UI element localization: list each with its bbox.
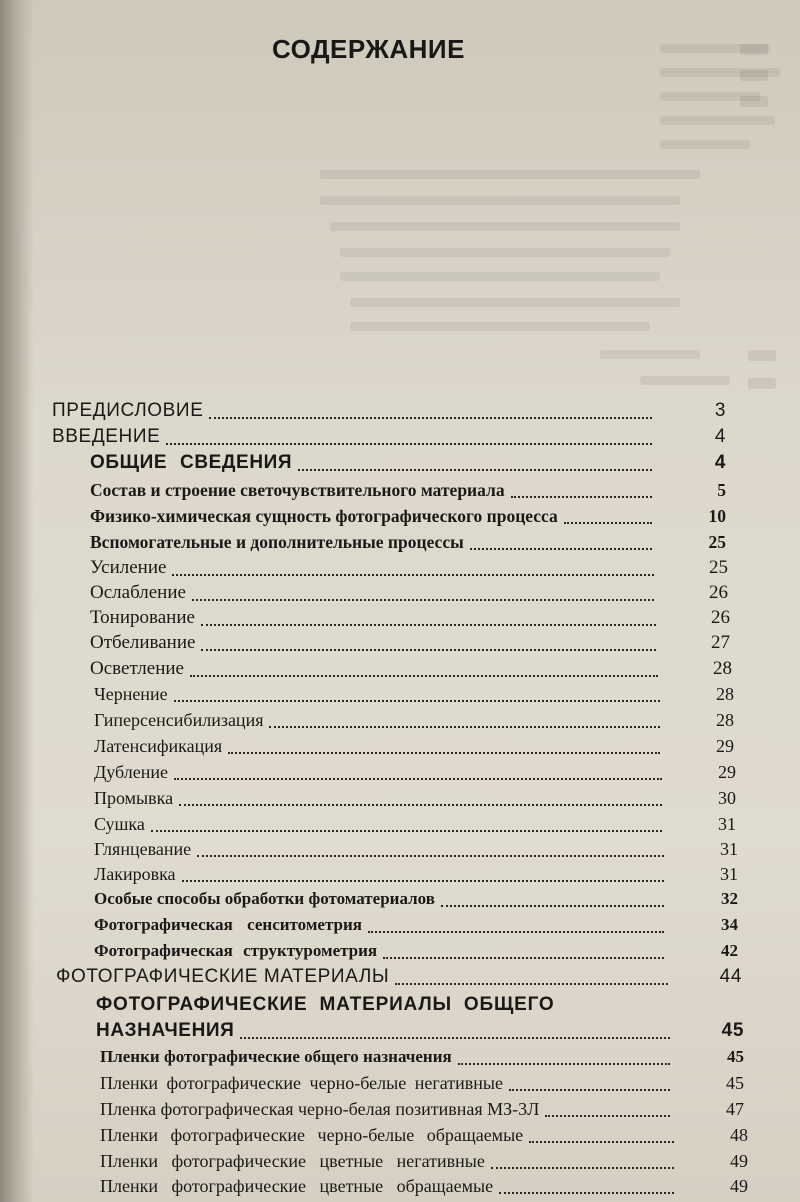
dot-leader xyxy=(499,1178,674,1194)
toc-page-number: 28 xyxy=(713,658,732,679)
toc-page-number: 25 xyxy=(708,532,726,552)
dot-leader xyxy=(368,917,664,933)
toc-entry-title: Промывка xyxy=(94,788,174,808)
toc-entry xyxy=(94,886,738,912)
toc-page-number: 29 xyxy=(716,736,734,756)
toc-page-number: 49 xyxy=(730,1151,748,1171)
toc-section-heading-line1: ФОТОГРАФИЧЕСКИЕ МАТЕРИАЛЫ ОБЩЕГО xyxy=(96,994,555,1015)
dot-leader xyxy=(298,455,652,471)
toc-entry-title: Усиление xyxy=(90,557,167,578)
dot-leader xyxy=(240,1023,670,1039)
dot-leader xyxy=(201,635,656,651)
dot-leader xyxy=(166,429,652,445)
toc-entry-title: Пленки фотографические черно-белые негативные xyxy=(100,1073,503,1093)
dot-leader xyxy=(470,534,652,550)
page-title: СОДЕРЖАНИЕ xyxy=(272,34,465,64)
toc-entry-title: ВВЕДЕНИЕ xyxy=(52,426,161,447)
toc-entry-title: Пленка фотографическая черно-белая позитивная МЗ-3Л xyxy=(100,1099,540,1119)
toc-entry-title: ПРЕДИСЛОВИЕ xyxy=(52,400,204,421)
toc-page-number: 4 xyxy=(714,426,726,447)
toc-entry xyxy=(52,424,726,450)
toc-page-number: 4 xyxy=(714,452,726,473)
toc-entry-title: ОБЩИЕ СВЕДЕНИЯ xyxy=(90,452,293,473)
dot-leader xyxy=(383,943,664,959)
toc-entry xyxy=(96,1018,744,1044)
toc-entry xyxy=(94,811,736,837)
toc-page-number: 47 xyxy=(726,1099,744,1119)
dot-leader xyxy=(151,816,662,832)
toc-page-number: 31 xyxy=(720,864,738,884)
toc-entry xyxy=(100,1173,748,1199)
toc-entry xyxy=(94,681,734,707)
toc-entry-title: Фотографическая структурометрия xyxy=(94,941,378,960)
dot-leader xyxy=(564,508,652,524)
toc-page-number: 28 xyxy=(716,710,734,730)
dot-leader xyxy=(545,1101,670,1117)
toc-entry-title: Вспомогательные и дополнительные процессы xyxy=(90,532,464,552)
toc-page-number: 44 xyxy=(719,966,742,987)
toc-entry xyxy=(100,1122,748,1148)
toc-page-number: 30 xyxy=(718,788,736,808)
toc-entry-title: ФОТОГРАФИЧЕСКИЕ МАТЕРИАЛЫ xyxy=(56,966,390,987)
toc-page-number: 34 xyxy=(721,915,738,934)
toc-entry xyxy=(94,836,738,862)
toc-page-number: 26 xyxy=(711,607,730,628)
dot-leader xyxy=(174,686,660,702)
dot-leader xyxy=(228,738,660,754)
toc-page-number: 10 xyxy=(708,506,726,526)
toc-entry xyxy=(90,630,730,656)
toc-entry-title: Пленки фотографические цветные негативные xyxy=(100,1151,485,1171)
toc-entry xyxy=(90,555,728,581)
dot-leader xyxy=(182,866,664,882)
toc-entry xyxy=(52,398,726,424)
dot-leader xyxy=(197,841,664,857)
dot-leader xyxy=(395,969,668,985)
toc-entry xyxy=(94,733,734,759)
toc-entry xyxy=(94,912,738,938)
toc-entry-title: Гиперсенсибилизация xyxy=(94,710,264,730)
toc-page-number: 5 xyxy=(717,480,726,500)
toc-entry xyxy=(90,656,732,682)
toc-entry-title: Дубление xyxy=(94,762,168,782)
toc-entry xyxy=(94,861,738,887)
dot-leader xyxy=(192,585,654,601)
dot-leader xyxy=(269,712,660,728)
toc-entry xyxy=(94,938,738,964)
toc-entry-title: Физико-химическая сущность фотографического процесса xyxy=(90,506,558,526)
dot-leader xyxy=(441,891,664,907)
toc-page-number: 45 xyxy=(726,1073,744,1093)
toc-entry xyxy=(100,1148,748,1174)
dot-leader xyxy=(529,1127,674,1143)
toc-page-number: 49 xyxy=(730,1176,748,1196)
toc-entry-title: Глянцевание xyxy=(94,839,192,859)
toc-page-number: 27 xyxy=(711,632,730,653)
toc-entry-title: НАЗНАЧЕНИЯ xyxy=(96,1020,235,1041)
dot-leader xyxy=(190,661,658,677)
dot-leader xyxy=(201,610,656,626)
toc-entry-title: Латенсификация xyxy=(94,736,223,756)
dot-leader xyxy=(458,1049,670,1065)
dot-leader xyxy=(179,790,662,806)
toc-page-number: 31 xyxy=(720,839,738,859)
toc-page-number: 45 xyxy=(727,1047,744,1066)
toc-entry-title: Особые способы обработки фотоматериалов xyxy=(94,889,435,908)
toc-entry-title: Фотографическая сенситометрия xyxy=(94,915,362,934)
toc-page-number: 48 xyxy=(730,1125,748,1145)
toc-entry xyxy=(94,785,736,811)
toc-entry-title: Ослабление xyxy=(90,582,186,603)
toc-page-number: 29 xyxy=(718,762,736,782)
toc-entry xyxy=(90,477,726,503)
toc-entry xyxy=(90,529,726,555)
toc-page-number: 28 xyxy=(716,684,734,704)
dot-leader xyxy=(209,403,652,419)
toc-entry xyxy=(90,450,726,476)
toc-entry xyxy=(100,1044,744,1070)
toc-entry-title: Пленки фотографические общего назначения xyxy=(100,1047,452,1066)
toc-entry xyxy=(94,759,736,785)
toc-entry-title: Пленки фотографические черно-белые обращаемые xyxy=(100,1125,524,1145)
toc-page-number: 32 xyxy=(721,889,738,908)
toc-entry-title: Сушка xyxy=(94,814,145,834)
toc-entry-title: Тонирование xyxy=(90,607,195,628)
toc-entry xyxy=(90,605,730,631)
toc-entry-title: Пленки фотографические цветные обращаемые xyxy=(100,1176,494,1196)
toc-page-number: 26 xyxy=(709,582,728,603)
toc-page-number: 42 xyxy=(721,941,738,960)
toc-entry xyxy=(94,707,734,733)
toc-entry xyxy=(90,580,728,606)
dot-leader xyxy=(511,482,652,498)
dot-leader xyxy=(172,560,654,576)
toc-entry xyxy=(90,503,726,529)
toc-entry-title: Осветление xyxy=(90,658,184,679)
toc-entry xyxy=(100,1070,744,1096)
toc-entry-title: Лакировка xyxy=(94,864,176,884)
toc-entry xyxy=(56,964,742,990)
toc-page-number: 25 xyxy=(709,557,728,578)
toc-entry-title: Отбеливание xyxy=(90,632,196,653)
dot-leader xyxy=(491,1153,674,1169)
toc-page-number: 3 xyxy=(714,400,726,421)
toc-entry-title: Состав и строение светочувствительного материала xyxy=(90,480,505,500)
toc-entry-title: Чернение xyxy=(94,684,168,704)
toc-entry xyxy=(100,1096,744,1122)
toc-page-number: 45 xyxy=(721,1020,744,1041)
dot-leader xyxy=(509,1075,670,1091)
dot-leader xyxy=(174,764,662,780)
toc-page-number: 31 xyxy=(718,814,736,834)
